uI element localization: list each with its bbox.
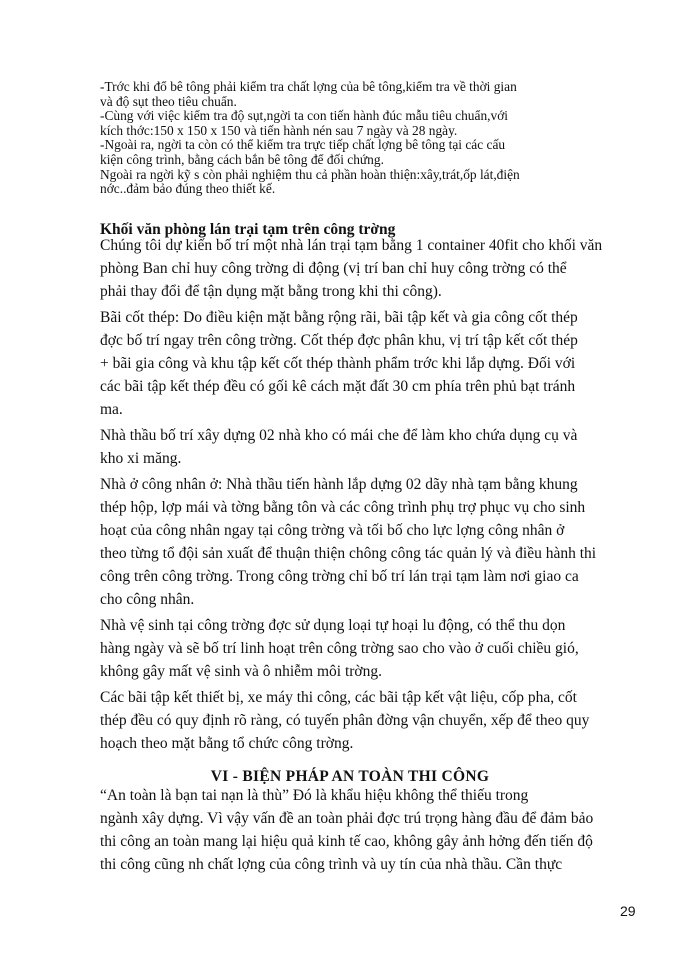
site-office-text-block [100,234,660,758]
paragraph-sample-casting: -Cùng với việc kiểm tra độ sụt,ngời ta con tiến hành đúc mẫu tiêu chuẩn,với kích thớc:150 x 150 x 150 và tiến hành nén sau 7 ngày và 28 ngày. [100,108,508,138]
page-number: 29 [620,903,636,919]
paragraph-rebar-yard: Bãi cốt thép: Do điều kiện mặt bằng rộng rãi, bãi tập kết và gia công cốt thép đợc bố trí ngay trên công trờng. Cốt thép đợc phân khu, vị trí tập kết cốt thép + bãi gia công và khu tập kết cốt thép thành phẩm trớc khi lắp dựng. Đối với các bãi tập kết thép đều có gối kê cách mặt đất 30 cm phía trên phủ bạt tránh ma. [100,309,578,418]
paragraph-equipment-yards: Các bãi tập kết thiết bị, xe máy thi công, các bãi tập kết vật liệu, cốp pha, cốt thép đều có quy định rõ ràng, có tuyến phân đờng vận chuyển, xếp để theo quy hoạch theo mặt bằng tổ chức công trờng. [100,689,590,752]
paragraph-safety-intro: “An toàn là bạn tai nạn là thù” Đó là khẩu hiệu không thể thiếu trong ngành xây dựng. Vì vậy vấn đề an toàn phải đợc trú trọng hàng đầu để đảm bảo thi công an toàn mang lại hiệu quả kinh tế cao, không gây ảnh hởng đến tiến độ thi công cũng nh chất lợng của công trình và uy tín của nhà thầu. Cần thực [100,787,594,873]
safety-text-block [100,784,660,876]
paragraph-direct-check: -Ngoài ra, ngời ta còn có thể kiểm tra trực tiếp chất lợng bê tông tại các cấu kiện công trình, bằng cách bắn bê tông để đối chứng. [100,137,506,167]
paragraph-acceptance: Ngoài ra ngời kỹ s còn phải nghiệm thu cả phần hoàn thiện:xây,trát,ốp lát,điện nớc..đảm bảo đúng theo thiết kế. [100,166,520,197]
paragraph-container-office: Chúng tôi dự kiến bố trí một nhà lán trại tạm bằng 1 container 40fit cho khối văn phòng Ban chỉ huy công trờng di động (vị trí ban chỉ huy công trờng có thể phải thay đổi để tận dụng mặt bằng trong khi thi công). [100,237,603,300]
paragraph-warehouse: Nhà thầu bố trí xây dựng 02 nhà kho có mái che để làm kho chứa dụng cụ và kho xi măng. [100,427,578,467]
top-text-block [100,80,660,197]
paragraph-toilets: Nhà vệ sinh tại công trờng đợc sử dụng loại tự hoại lu động, có thể thu dọn hàng ngày và sẽ bố trí linh hoạt trên công trờng sao cho vào ở cuối chiều gió, không gây mất vệ sinh và ô nhiễm môi trờng. [100,617,579,680]
chapter-heading: VI - BIỆN PHÁP AN TOÀN THI CÔNG [210,768,490,785]
paragraph-slump-check: -Trớc khi đổ bê tông phải kiểm tra chất lợng của bê tông,kiểm tra về thời gian và độ sụt theo tiêu chuẩn. [100,79,517,109]
paragraph-worker-housing: Nhà ở công nhân ở: Nhà thầu tiến hành lắp dựng 02 dãy nhà tạm bằng khung thép hộp, lợp mái và tờng bằng tôn và các công trình phụ trợ phục vụ cho sinh hoạt của công nhân ngay tại công trờng và tối bố cho lực lợng công nhân ở theo từng tổ đội sản xuất để thuận thiện chông công tác quản lý và điều hành thi công trên công trờng. Trong công trờng chỉ bố trí lán trại tạm làm nơi giao ca cho công nhân. [100,476,597,608]
section-heading: Khối văn phòng lán trại tạm trên công trờng [100,221,396,238]
